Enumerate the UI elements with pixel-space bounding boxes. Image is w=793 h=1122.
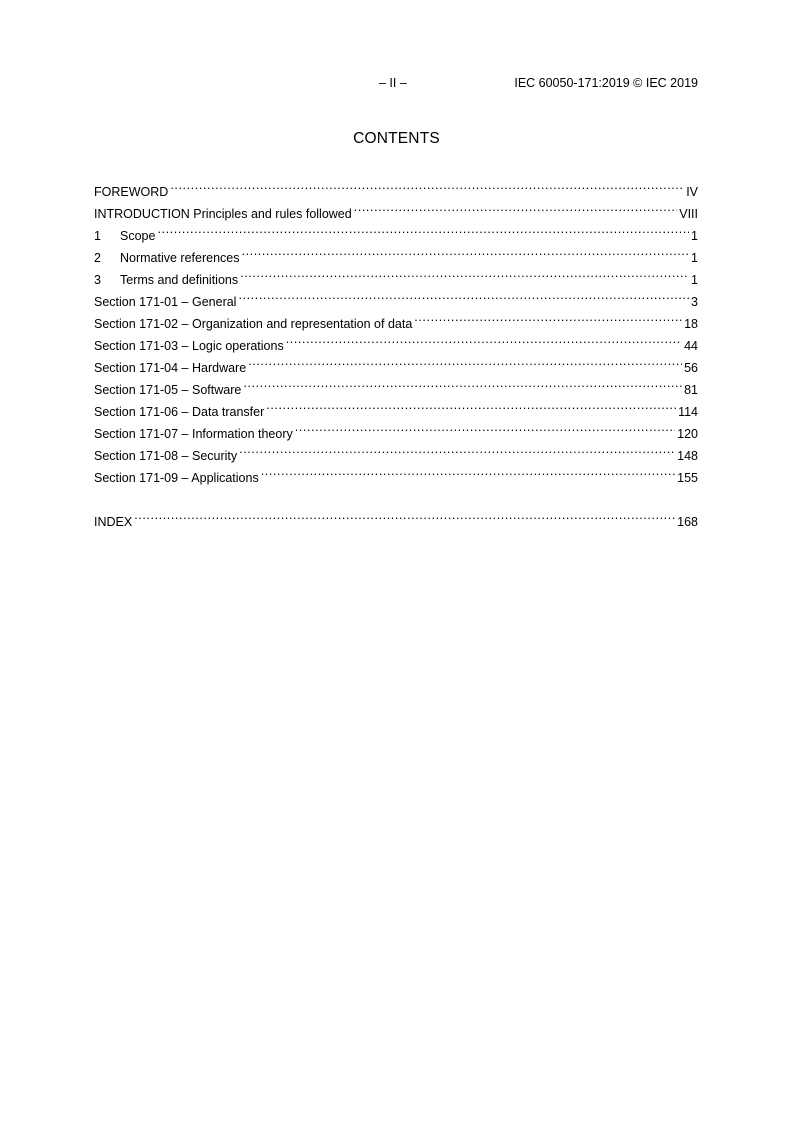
- toc-leader-dots: [239, 438, 675, 460]
- toc-entry-page: 44: [684, 339, 698, 353]
- toc-entry-label: [94, 269, 240, 291]
- toc-entry-label: INTRODUCTION Principles and rules followed: [94, 207, 352, 221]
- toc-leader-dots: [354, 196, 678, 218]
- toc-entry-label: Section 171-03 – Logic operations: [94, 339, 284, 353]
- toc-entry-page: 155: [677, 471, 698, 485]
- toc-entry-text: Terms and definitions: [120, 273, 239, 287]
- toc-entry-label: Section 171-06 – Data transfer: [94, 405, 265, 419]
- toc-entry-introduction[interactable]: [94, 196, 698, 221]
- toc-entry-label: Section 171-04 – Hardware: [94, 361, 247, 375]
- toc-entry-page: 3: [691, 295, 698, 309]
- toc-entry-number: 2: [94, 251, 101, 265]
- toc-leader-dots: [414, 306, 682, 328]
- toc-leader-dots: [261, 460, 675, 482]
- toc-entry-page: VIII: [679, 207, 698, 221]
- toc-entry-page: 1: [691, 273, 698, 287]
- toc-entry-page: 1: [691, 229, 698, 243]
- toc-entry-page: 18: [684, 317, 698, 331]
- toc-entry-label: Section 171-05 – Software: [94, 383, 242, 397]
- toc-leader-dots: [157, 218, 689, 240]
- toc-leader-dots: [295, 416, 675, 438]
- toc-entry-foreword[interactable]: [94, 174, 698, 199]
- toc-entry-page: 56: [684, 361, 698, 375]
- toc-entry-text: Scope: [120, 229, 156, 243]
- toc-entry-text: Normative references: [120, 251, 240, 265]
- toc-entry-label: Section 171-08 – Security: [94, 449, 238, 463]
- toc-entry-number: 1: [94, 229, 101, 243]
- page-number: – II –: [379, 76, 407, 90]
- toc-entry-page: 81: [684, 383, 698, 397]
- toc-entry-scope[interactable]: [94, 218, 698, 243]
- toc-entry-label: Section 171-02 – Organization and representation of data: [94, 317, 413, 331]
- toc-entry-page: 168: [677, 515, 698, 529]
- toc-entry-label: Section 171-07 – Information theory: [94, 427, 293, 441]
- toc-leader-dots: [170, 174, 684, 196]
- toc-leader-dots: [238, 284, 689, 306]
- toc-entry-page: 1: [691, 251, 698, 265]
- toc-leader-dots: [242, 240, 690, 262]
- toc-entry-label: Section 171-01 – General: [94, 295, 237, 309]
- page-header: [0, 76, 793, 92]
- toc-leader-dots: [286, 328, 682, 350]
- toc-leader-dots: [134, 504, 675, 526]
- toc-entry-page: 114: [678, 405, 698, 419]
- toc-entry-label: Section 171-09 – Applications: [94, 471, 259, 485]
- toc-entry-page: 148: [677, 449, 698, 463]
- document-id: IEC 60050-171:2019 © IEC 2019: [514, 76, 698, 90]
- toc-leader-dots: [248, 350, 682, 372]
- toc-entry-label: [94, 225, 157, 247]
- toc-entry-index[interactable]: [94, 504, 698, 529]
- toc-leader-dots: [240, 262, 689, 284]
- toc-entry-label: FOREWORD: [94, 185, 169, 199]
- contents-title: CONTENTS: [353, 130, 440, 147]
- toc-entry-normative-references[interactable]: [94, 240, 698, 265]
- toc-entry-page: IV: [686, 185, 698, 199]
- toc-entry-page: 120: [677, 427, 698, 441]
- toc-entry-number: 3: [94, 273, 101, 287]
- toc-entry-label: [94, 247, 242, 269]
- table-of-contents: [94, 174, 698, 529]
- toc-leader-dots: [243, 372, 682, 394]
- toc-leader-dots: [266, 394, 676, 416]
- toc-entry-label: INDEX: [94, 515, 133, 529]
